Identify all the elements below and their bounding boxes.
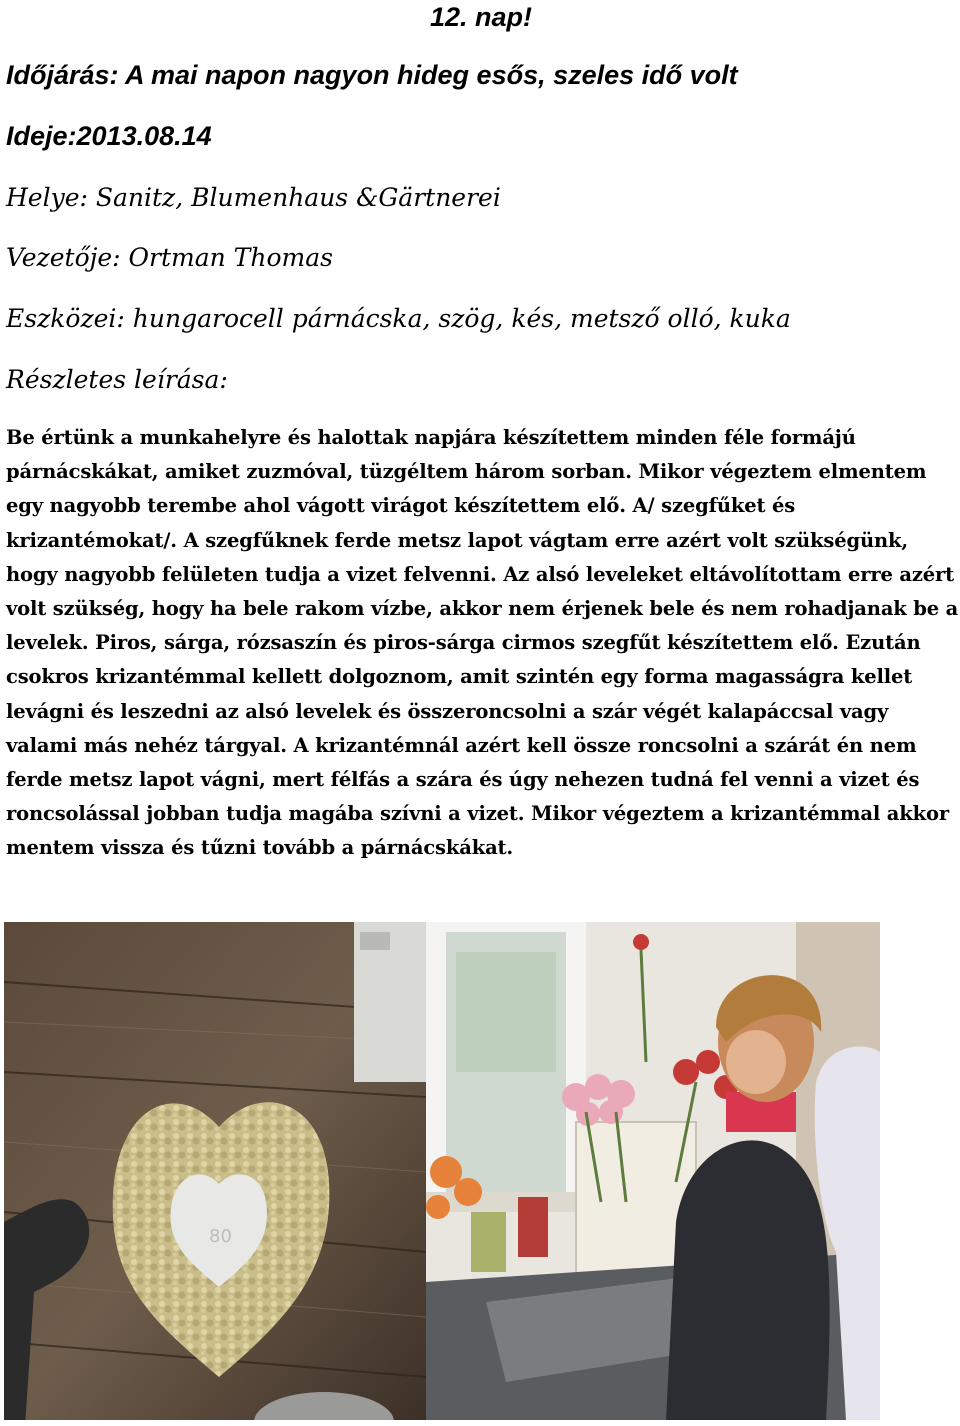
foam-label: 80 bbox=[209, 1226, 232, 1247]
description-paragraph: Be értünk a munkahelyre és halottak napjára készítettem minden féle formájú párnácskákat, amiket zuzmóval, tüzgéltem három sorban. Mikor végeztem elmentem egy nagyobb terembe ahol vágott virágot készítettem elő. A/ szegfűket és krizantémokat/. A szegfűknek ferde metsz lapot vágtam erre azért volt szükségünk, hogy nagyobb felületen tudja a vizet felvenni. Az alsó leveleket eltávolítottam erre azért volt szükség, hogy ha bele rakom vízbe, akkor nem érjenek bele és nem rohadjanak be a levelek. Piros, sárga, rózsaszín és piros-sárga cirmos szegfűt készítettem elő. Ezután csokros krizantémmal kellett dolgoznom, amit szintén egy forma magasságra kellet levágni és leszedni az alsó levelek és összeroncsolni a szár végét kalapáccsal vagy valami más nehéz tárgyal. A krizantémnál azért kell össze roncsolni a szárát én nem ferde metsz lapot vágni, mert félfás a szára és úgy nehezen tudná fel venni a vizet és roncsolással jobban tudja magába szívni a vizet. Mikor végeztem a krizantémmal akkor mentem vissza és tűzni tovább a párnácskákat. bbox=[6, 426, 959, 860]
weather-line: Időjárás: A mai napon nagyon hideg esős, szeles idő volt bbox=[6, 60, 738, 90]
page-title: 12. nap! bbox=[430, 2, 533, 32]
moss-heart-photo bbox=[4, 922, 426, 1420]
date-line: Ideje:2013.08.14 bbox=[6, 121, 212, 151]
manager-line: Vezetője: Ortman Thomas bbox=[6, 243, 333, 272]
details-heading: Részletes leírása: bbox=[6, 365, 228, 394]
tools-line: Eszközei: hungarocell párnácska, szög, kés, metsző olló, kuka bbox=[6, 304, 791, 333]
florist-photo bbox=[426, 922, 880, 1420]
place-line: Helye: Sanitz, Blumenhaus &Gärtnerei bbox=[6, 183, 501, 212]
